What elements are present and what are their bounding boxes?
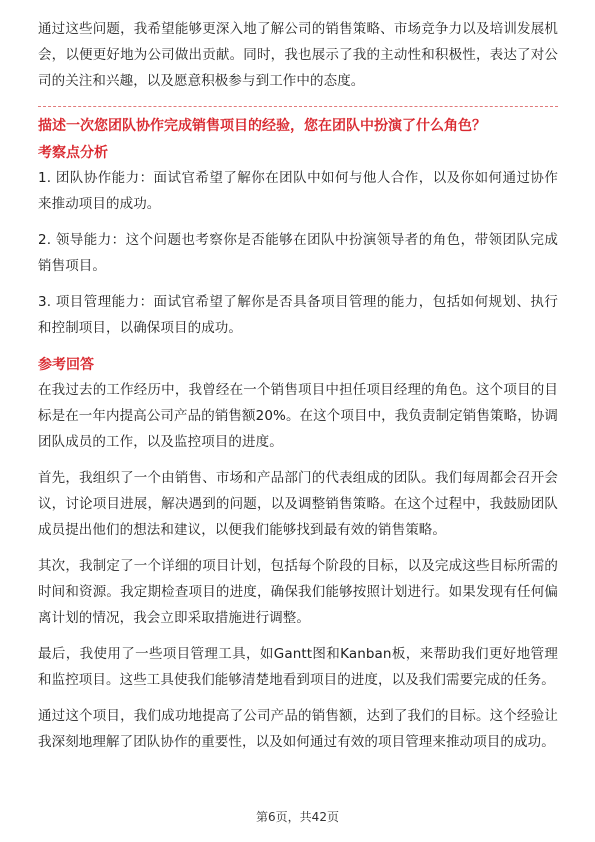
answer-paragraph: 首先，我组织了一个由销售、市场和产品部门的代表组成的团队。我们每周都会召开会议，讨论项目进展，解决遇到的问题，以及调整销售策略。在这个过程中，我鼓励团队成员提出他们的想法和建议，以便我们能够找到最有效的销售策略。	[38, 470, 558, 538]
interview-question: 描述一次您团队协作完成销售项目的经验，您在团队中扮演了什么角色？	[38, 106, 558, 139]
analysis-title: 考察点分析	[38, 145, 108, 161]
intro-paragraph: 通过这些问题，我希望能够更深入地了解公司的销售策略、市场竞争力以及培训发展机会，以便更好地为公司做出贡献。同时，我也展示了我的主动性和积极性，表达了对公司的关注和兴趣，以及愿意积极参与到工作中的态度。	[38, 21, 558, 89]
answer-paragraph: 最后，我使用了一些项目管理工具，如Gantt图和Kanban板，来帮助我们更好地管理和监控项目。这些工具使我们能够清楚地看到项目的进度，以及我们需要完成的任务。	[38, 646, 558, 688]
answer-title: 参考回答	[38, 357, 94, 373]
analysis-item: 2. 领导能力：这个问题也考察你是否能够在团队中扮演领导者的角色，带领团队完成销售项目。	[38, 232, 558, 274]
answer-paragraph: 在我过去的工作经历中，我曾经在一个销售项目中担任项目经理的角色。这个项目的目标是在一年内提高公司产品的销售额20%。在这个项目中，我负责制定销售策略，协调团队成员的工作，以及监控项目的进度。	[38, 382, 558, 450]
page-footer: 第6页，共42页	[256, 810, 339, 824]
answer-paragraph: 通过这个项目，我们成功地提高了公司产品的销售额，达到了我们的目标。这个经验让我深刻地理解了团队协作的重要性，以及如何通过有效的项目管理来推动项目的成功。	[38, 708, 558, 750]
analysis-item: 1. 团队协作能力：面试官希望了解你在团队中如何与他人合作，以及你如何通过协作来推动项目的成功。	[38, 170, 558, 212]
analysis-item: 3. 项目管理能力：面试官希望了解你是否具备项目管理的能力，包括如何规划、执行和控制项目，以确保项目的成功。	[38, 294, 558, 336]
page-content	[38, 16, 558, 755]
answer-paragraph: 其次，我制定了一个详细的项目计划，包括每个阶段的目标，以及完成这些目标所需的时间和资源。我定期检查项目的进度，确保我们能够按照计划进行。如果发现有任何偏离计划的情况，我会立即采取措施进行调整。	[38, 558, 558, 626]
